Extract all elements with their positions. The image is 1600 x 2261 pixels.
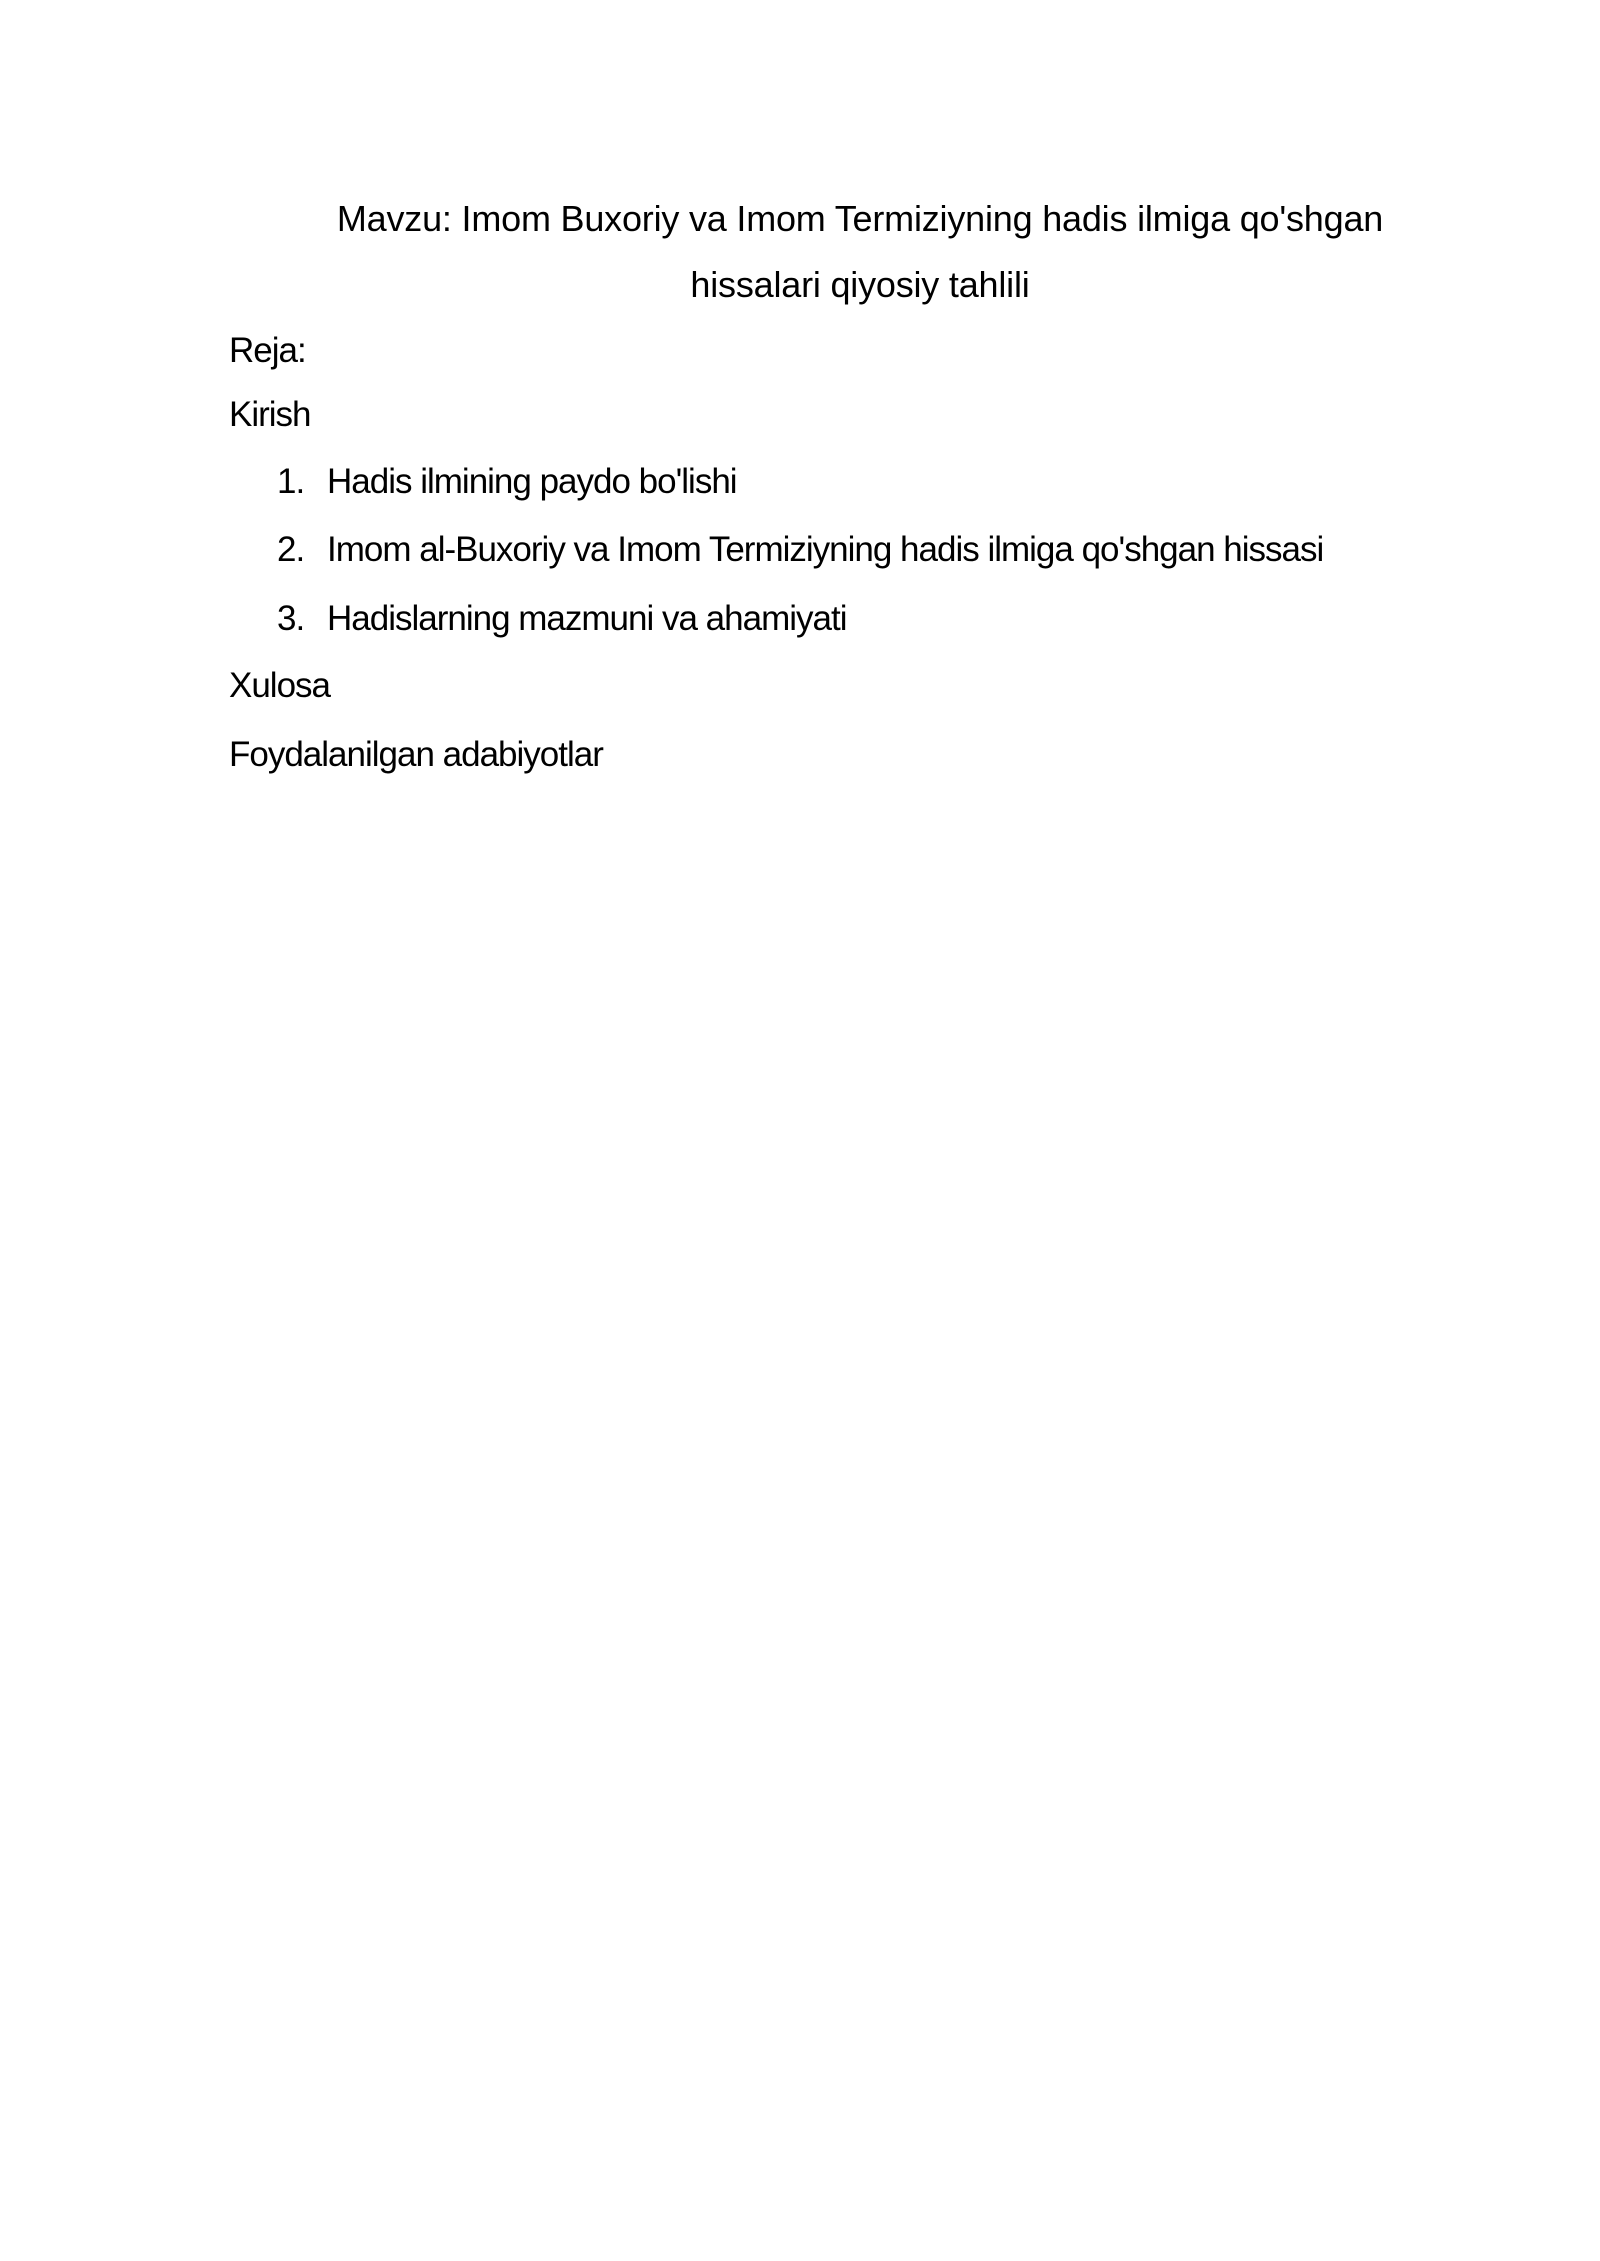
plan-item-number: 1. [277,462,305,501]
document-title-line-1: Mavzu: Imom Buxoriy va Imom Termiziyning hadis ilmiga qo'shgan [336,198,1384,239]
plan-item-text: Hadis ilmining paydo bo'lishi [327,462,737,501]
intro-heading: Kirish [229,395,311,434]
conclusion-heading: Xulosa [229,666,331,705]
plan-item-text: Imom al-Buxoriy va Imom Termiziyning hadis ilmiga qo'shgan hissasi [327,530,1324,569]
plan-item-number: 3. [277,599,305,638]
plan-item [277,460,737,504]
plan-item-number: 2. [277,530,305,569]
references-heading: Foydalanilgan adabiyotlar [229,735,603,774]
document-title-line-2: hissalari qiyosiy tahlili [690,264,1030,305]
plan-heading: Reja: [229,331,306,370]
plan-item [277,528,1323,572]
plan-item-text: Hadislarning mazmuni va ahamiyati [327,599,847,638]
plan-item [277,597,846,641]
